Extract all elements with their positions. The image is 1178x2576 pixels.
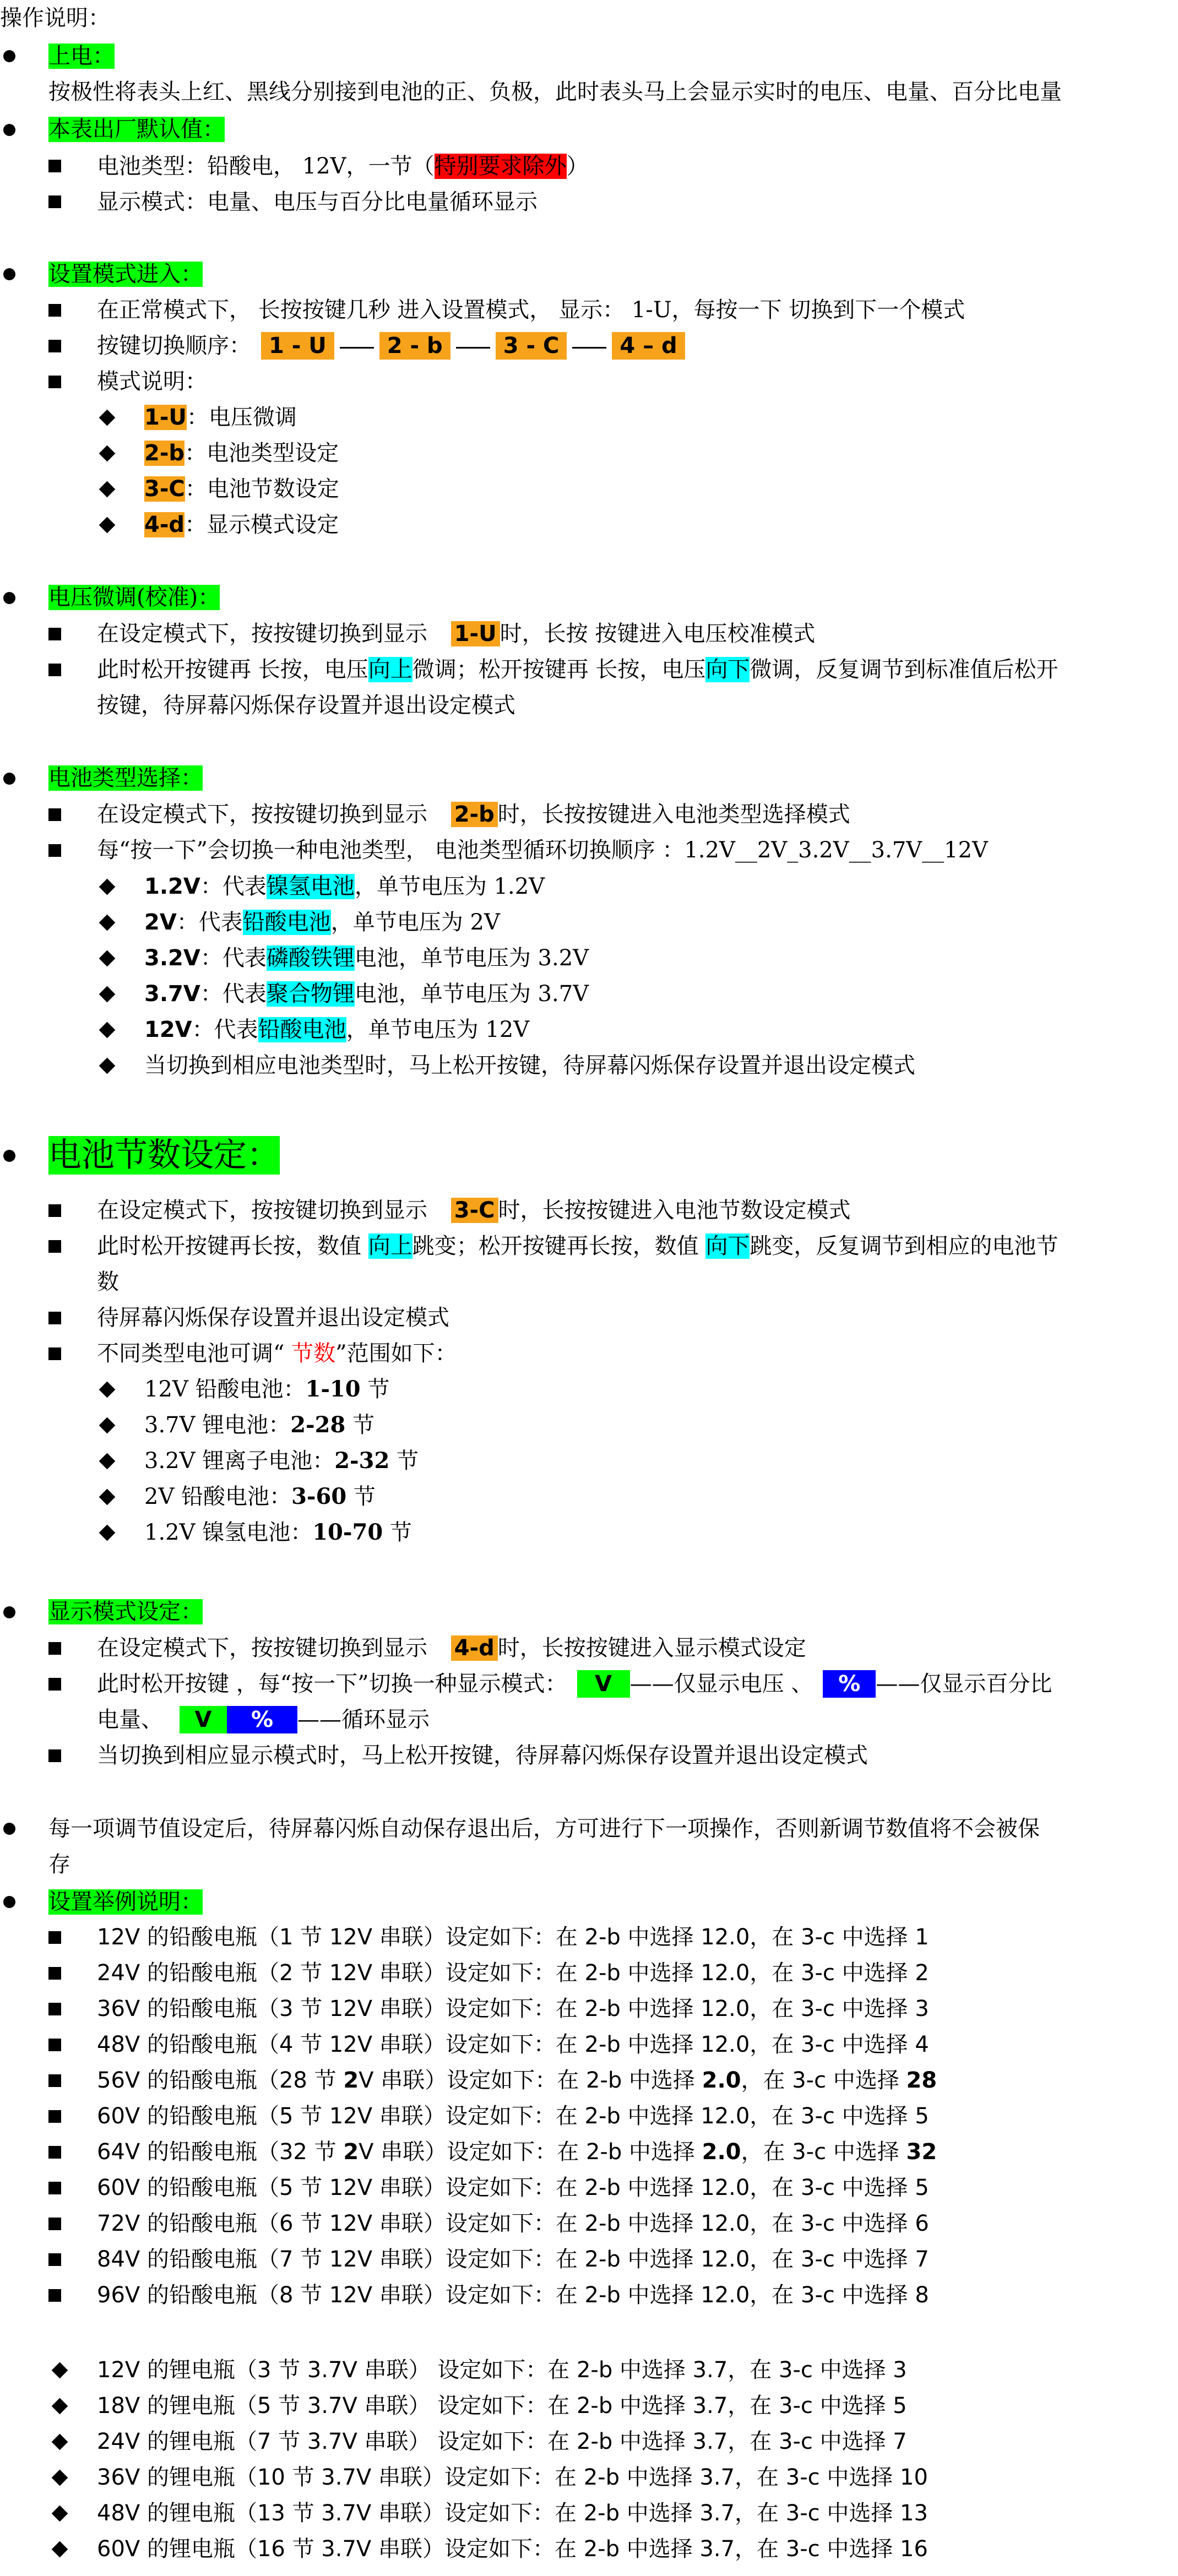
bullet-dot-icon (3, 50, 15, 62)
example-row: 56V 的铅酸电瓶（28 节 2V 串联）设定如下：在 2-b 中选择 2.0，在 3-c 中选择 28 (97, 2068, 937, 2093)
bullet-diamond-icon (99, 517, 116, 534)
lithium-example-row: 18V 的锂电瓶（5 节 3.7V 串联） 设定如下：在 2-b 中选择 3.7，在 3-c 中选择 5 (97, 2393, 907, 2419)
bullet-dot-icon (3, 1896, 15, 1908)
battery-type-item: 1.2V：代表镍氢电池，单节电压为 1.2V (144, 874, 545, 899)
voltage-mode-badge: V (577, 1670, 630, 1698)
section-cell-count-title-text: 电池节数设定： (48, 1136, 280, 1175)
cell-range-item: 1.2V 镍氢电池：10-70 节 (144, 1519, 412, 1545)
bullet-diamond-icon (99, 950, 116, 967)
bullet-square-icon (48, 376, 61, 388)
battery-type-last: 当切换到相应电池类型时，马上松开按键，待屏幕闪烁保存设置并退出设定模式 (144, 1053, 915, 1078)
example-row: 60V 的铅酸电瓶（5 节 12V 串联）设定如下：在 2-b 中选择 12.0，在 3-c 中选择 5 (97, 2104, 929, 2129)
example-row: 96V 的铅酸电瓶（8 节 12V 串联）设定如下：在 2-b 中选择 12.0，在 3-c 中选择 8 (97, 2282, 929, 2308)
lithium-example-row: 24V 的锂电瓶（7 节 3.7V 串联） 设定如下：在 2-b 中选择 3.7，在 3-c 中选择 7 (97, 2429, 907, 2454)
calibration-step-1: 在设定模式下，按按键切换到显示 1-U 时，长按 按键进入电压校准模式 (97, 621, 816, 646)
display-mode-step-1: 在设定模式下，按按键切换到显示 4-d 时，长按按键进入显示模式设定 (97, 1635, 806, 1661)
cell-range-item: 2V 铅酸电池：3-60 节 (144, 1483, 376, 1509)
cell-count-step-1: 在设定模式下，按按键切换到显示 3-C 时，长按按键进入电池节数设定模式 (97, 1198, 851, 1223)
battery-type-item: 2V：代表铅酸电池，单节电压为 2V (144, 910, 500, 935)
cell-count-step-2-cont: 数 (97, 1269, 119, 1295)
cell-range-item: 12V 铅酸电池：1-10 节 (144, 1376, 390, 1402)
bullet-diamond-icon (99, 481, 116, 498)
bullet-diamond-icon (52, 2470, 68, 2486)
bullet-dot-icon (3, 773, 15, 785)
bullet-square-icon (48, 160, 61, 172)
bullet-square-icon (48, 808, 61, 821)
section-setup-title (48, 260, 203, 288)
bullet-diamond-icon (99, 1417, 116, 1434)
section-calibration-title (48, 584, 220, 611)
calibration-step-2-cont: 按键，待屏幕闪烁保存设置并退出设定模式 (97, 693, 515, 718)
section-battery-type-title (48, 764, 203, 792)
cell-count-step-2: 此时松开按键再长按，数值 向上跳变；松开按键再长按，数值 向下跳变，反复调节到相应的电池节 (97, 1233, 1058, 1259)
mode-item: 4-d：显示模式设定 (144, 512, 339, 537)
bullet-dot-icon (3, 268, 15, 280)
bullet-square-icon (48, 2253, 61, 2266)
display-mode-step-3: 当切换到相应显示模式时，马上松开按键，待屏幕闪烁保存设置并退出设定模式 (97, 1743, 868, 1768)
section-example-title-text: 设置举例说明： (48, 1889, 203, 1915)
mode-badge-4d: 4 – d (612, 332, 685, 360)
bullet-square-icon (48, 304, 61, 317)
bullet-diamond-icon (52, 2398, 68, 2415)
lithium-example-row: 48V 的锂电瓶（13 节 3.7V 串联）设定如下：在 2-b 中选择 3.7，在 3-c 中选择 13 (97, 2501, 928, 2526)
section-setup-title-text: 设置模式进入： (48, 262, 203, 287)
mode-item: 1-U：电压微调 (144, 405, 297, 430)
bullet-dot-icon (3, 1150, 15, 1162)
battery-type-step-1: 在设定模式下，按按键切换到显示 2-b 时，长按按键进入电池类型选择模式 (97, 802, 850, 827)
bullet-square-icon (48, 195, 61, 208)
setup-enter-desc: 在正常模式下， 长按按键几秒 进入设置模式， 显示： 1-U，每按一下 切换到下一个模式 (97, 297, 965, 323)
bullet-square-icon (48, 2003, 61, 2015)
bullet-dot-icon (3, 1606, 15, 1618)
mode-badge-3c: 3 - C (496, 332, 567, 360)
battery-type-step-2: 每“按一下”会切换一种电池类型， 电池类型循环切换顺序 ：1.2V__2V_3.2V__3.7V__12V (97, 838, 988, 863)
lithium-example-row: 36V 的锂电瓶（10 节 3.7V 串联）设定如下：在 2-b 中选择 3.7，在 3-c 中选择 10 (97, 2465, 928, 2490)
section-calibration-title-text: 电压微调(校准)： (48, 585, 220, 610)
bullet-dot-icon (3, 124, 15, 136)
battery-type-item: 3.7V：代表聚合物锂电池，单节电压为 3.7V (144, 981, 589, 1007)
example-row: 64V 的铅酸电瓶（32 节 2V 串联）设定如下：在 2-b 中选择 2.0，在 3-c 中选择 32 (97, 2139, 937, 2165)
bullet-square-icon (48, 628, 61, 640)
mode-item: 3-C：电池节数设定 (144, 476, 339, 502)
calibration-step-2: 此时松开按键再 长按，电压向上微调；松开按键再 长按，电压向下微调，反复调节到标准值后松开 (97, 657, 1058, 682)
section-power-desc: 按极性将表头上红、黑线分别接到电池的正、负极，此时表头马上会显示实时的电压、电量、百分比电量 (48, 79, 1062, 105)
save-note: 每一项调节值设定后，待屏幕闪烁自动保存退出后，方可进行下一项操作，否则新调节数值将不会被保 (48, 1816, 1040, 1841)
display-mode-step-2: 此时松开按键 ，每“按一下”切换一种显示模式： V ——仅显示电压 、 % ——仅显示百分比 (97, 1671, 1052, 1697)
cell-count-step-4: 不同类型电池可调“ 节数”范围如下： (97, 1341, 457, 1366)
bullet-square-icon (48, 2182, 61, 2194)
voltage-mode-badge: V (180, 1706, 227, 1733)
battery-type-item: 3.2V：代表磷酸铁锂电池，单节电压为 3.2V (144, 945, 589, 971)
section-power-title-text: 上电： (48, 44, 115, 69)
section-example-title (48, 1888, 203, 1916)
mode-badge-2b: 2 - b (379, 332, 450, 360)
mode-item: 2-b：电池类型设定 (144, 441, 339, 466)
percent-mode-badge: % (227, 1706, 297, 1733)
bullet-square-icon (48, 1678, 61, 1691)
bullet-square-icon (48, 664, 61, 676)
section-battery-type-title-text: 电池类型选择： (48, 765, 203, 791)
setup-sequence: 按键切换顺序： 1 - U 2 - b 3 - C 4 – d (97, 332, 685, 360)
bullet-diamond-icon (99, 986, 116, 1003)
percent-mode-badge: % (823, 1670, 876, 1698)
cell-count-step-3: 待屏幕闪烁保存设置并退出设定模式 (97, 1305, 449, 1330)
example-row: 24V 的铅酸电瓶（2 节 12V 串联）设定如下：在 2-b 中选择 12.0，在 3-c 中选择 2 (97, 1960, 929, 1986)
bullet-diamond-icon (99, 1058, 116, 1074)
mode-list-label: 模式说明： (97, 369, 207, 394)
bullet-diamond-icon (99, 1525, 116, 1541)
bullet-square-icon (48, 1931, 61, 1944)
bullet-diamond-icon (99, 1489, 116, 1506)
bullet-diamond-icon (99, 915, 116, 931)
bullet-square-icon (48, 1967, 61, 1980)
default-display-mode: 显示模式：电量、电压与百分比电量循环显示 (97, 189, 538, 215)
bullet-square-icon (48, 2039, 61, 2051)
bullet-diamond-icon (99, 410, 116, 426)
lithium-example-row: 60V 的锂电瓶（16 节 3.7V 串联）设定如下：在 2-b 中选择 3.7，在 3-c 中选择 16 (97, 2536, 928, 2562)
bullet-diamond-icon (52, 2541, 68, 2558)
example-row: 72V 的铅酸电瓶（6 节 12V 串联）设定如下：在 2-b 中选择 12.0，在 3-c 中选择 6 (97, 2211, 929, 2236)
cell-range-item: 3.7V 锂电池：2-28 节 (144, 1412, 375, 1438)
bullet-dot-icon (3, 1823, 15, 1835)
bullet-square-icon (48, 1204, 61, 1217)
lithium-example-row: 12V 的锂电瓶（3 节 3.7V 串联） 设定如下：在 2-b 中选择 3.7，在 3-c 中选择 3 (97, 2357, 907, 2383)
bullet-diamond-icon (52, 2434, 68, 2450)
example-row: 60V 的铅酸电瓶（5 节 12V 串联）设定如下：在 2-b 中选择 12.0，在 3-c 中选择 5 (97, 2175, 929, 2200)
section-display-mode-title-text: 显示模式设定： (48, 1599, 203, 1624)
example-row: 12V 的铅酸电瓶（1 节 12V 串联）设定如下：在 2-b 中选择 12.0，在 3-c 中选择 1 (97, 1925, 929, 1950)
bullet-square-icon (48, 2218, 61, 2230)
bullet-square-icon (48, 1347, 61, 1360)
bullet-square-icon (48, 2074, 61, 2087)
example-row: 36V 的铅酸电瓶（3 节 12V 串联）设定如下：在 2-b 中选择 12.0，在 3-c 中选择 3 (97, 1996, 929, 2021)
bullet-square-icon (48, 1749, 61, 1762)
bullet-square-icon (48, 844, 61, 857)
example-row: 48V 的铅酸电瓶（4 节 12V 串联）设定如下：在 2-b 中选择 12.0，在 3-c 中选择 4 (97, 2032, 929, 2057)
section-display-mode-title (48, 1598, 203, 1626)
cell-range-item: 3.2V 锂离子电池：2-32 节 (144, 1448, 419, 1474)
save-note-cont: 存 (48, 1852, 70, 1877)
bullet-square-icon (48, 2146, 61, 2159)
section-default-title-text: 本表出厂默认值： (48, 117, 225, 142)
display-mode-step-2-cont: 电量、 V % ——循环显示 (97, 1707, 430, 1732)
example-row: 84V 的铅酸电瓶（7 节 12V 串联）设定如下：在 2-b 中选择 12.0，在 3-c 中选择 7 (97, 2247, 929, 2272)
bullet-square-icon (48, 2110, 61, 2123)
bullet-diamond-icon (99, 1453, 116, 1470)
section-power-title (48, 42, 115, 70)
section-default-title (48, 116, 225, 143)
bullet-diamond-icon (99, 445, 116, 462)
page-title: 操作说明： (0, 6, 110, 31)
section-cell-count-title (48, 1136, 280, 1175)
bullet-dot-icon (3, 592, 15, 604)
bullet-diamond-icon (52, 2362, 68, 2379)
bullet-square-icon (48, 340, 61, 352)
bullet-square-icon (48, 1240, 61, 1253)
bullet-square-icon (48, 1312, 61, 1324)
bullet-diamond-icon (52, 2506, 68, 2522)
bullet-diamond-icon (99, 879, 116, 895)
bullet-square-icon (48, 1642, 61, 1655)
bullet-square-icon (48, 2289, 61, 2302)
battery-type-item: 12V：代表铅酸电池，单节电压为 12V (144, 1017, 530, 1042)
bullet-diamond-icon (99, 1382, 116, 1398)
default-battery-type: 电池类型：铅酸电， 12V，一节（特别要求除外） (97, 154, 589, 179)
mode-badge-1u: 1 - U (261, 332, 334, 360)
bullet-diamond-icon (99, 1022, 116, 1039)
